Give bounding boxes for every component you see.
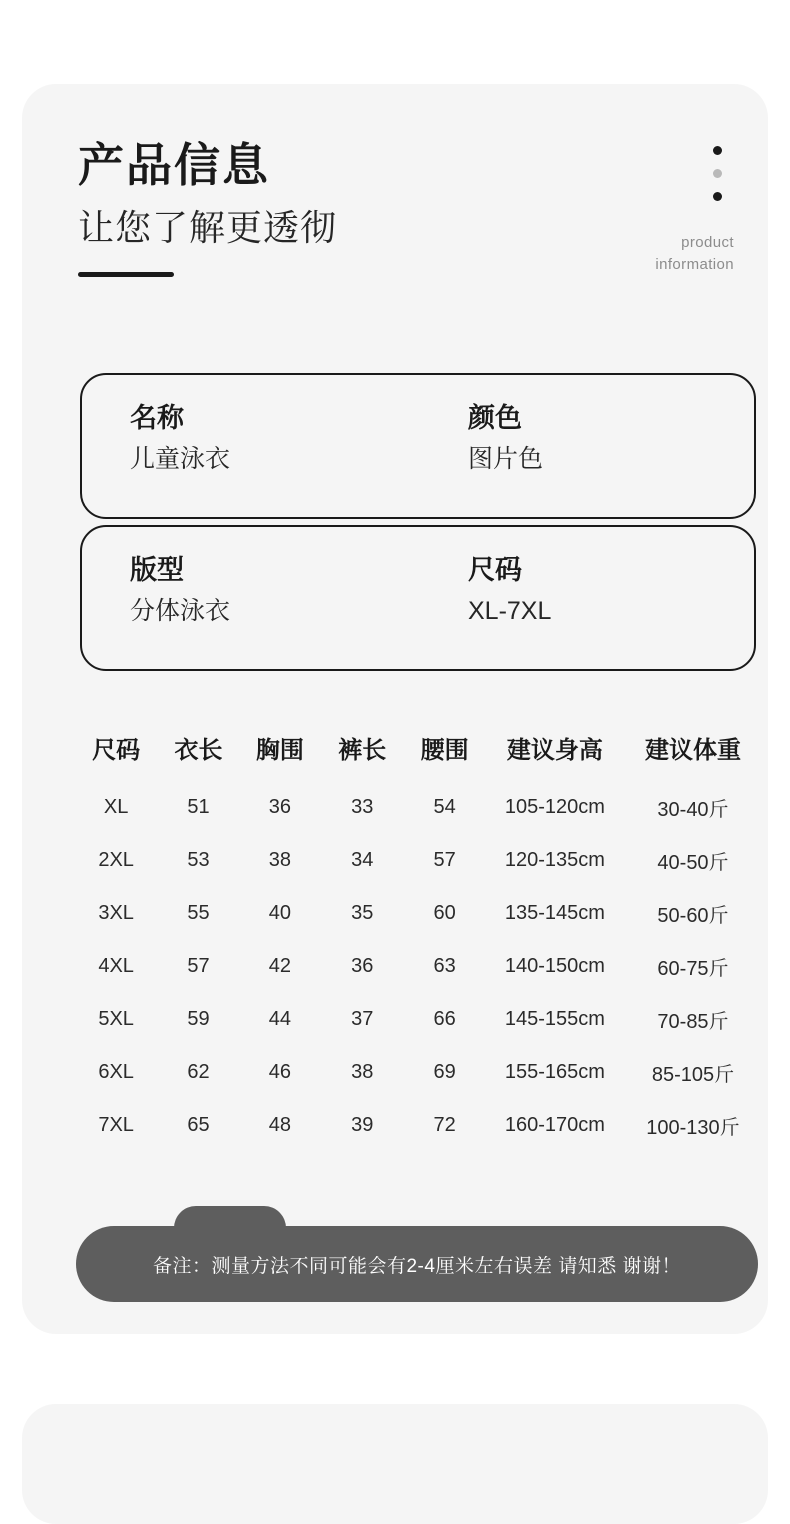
size-table (74, 722, 762, 1152)
info-value: XL-7XL (468, 597, 552, 626)
table-cell: 62 (187, 1061, 210, 1083)
table-row (74, 781, 762, 834)
table-cell: 66 (433, 1008, 456, 1030)
english-caption (655, 232, 734, 276)
note-text: 备注：测量方法不同可能会有2-4厘米左右误差 请知悉 谢谢！ (152, 1255, 682, 1277)
dot-icon (713, 169, 722, 178)
info-cell-size (468, 555, 551, 626)
info-value: 儿童泳衣 (130, 445, 231, 474)
table-cell: 46 (268, 1061, 292, 1083)
table-cell: 60 (433, 902, 456, 924)
table-cell: 51 (187, 796, 210, 818)
table-cell: 6XL (98, 1061, 134, 1083)
table-cell: 40 (268, 902, 292, 924)
page-subtitle: 让您了解更透彻 (78, 207, 338, 248)
table-header-cell: 裤长 (338, 737, 387, 764)
table-cell: 36 (351, 955, 374, 977)
info-label: 尺码 (468, 555, 522, 585)
table-cell: 57 (433, 849, 456, 871)
table-cell: 50-60斤 (657, 905, 729, 927)
size-table-head (74, 722, 762, 781)
english-caption-line1: product (681, 234, 734, 251)
table-header-row (74, 722, 762, 781)
table-cell: 155-165cm (504, 1061, 605, 1083)
table-cell: 38 (268, 849, 292, 871)
table-header-cell: 建议体重 (644, 737, 741, 764)
info-cell-color (468, 403, 543, 474)
table-header-cell: 胸围 (255, 737, 304, 764)
info-label: 名称 (130, 403, 184, 433)
table-cell: 33 (351, 796, 374, 818)
info-cell-style (130, 555, 230, 626)
table-cell: 70-85斤 (657, 1011, 729, 1033)
info-label: 颜色 (468, 403, 522, 433)
table-cell: 145-155cm (504, 1008, 605, 1030)
info-box-style-size (80, 525, 756, 671)
table-cell: 57 (187, 955, 210, 977)
table-cell: 60-75斤 (657, 958, 729, 980)
table-cell: 160-170cm (504, 1114, 605, 1136)
table-cell: 40-50斤 (657, 852, 729, 874)
size-table-wrapper (74, 722, 762, 1152)
table-cell: 59 (187, 1008, 210, 1030)
table-cell: 65 (187, 1114, 210, 1136)
table-cell: 140-150cm (504, 955, 605, 977)
dot-decoration (713, 146, 722, 201)
table-cell: 72 (433, 1114, 456, 1136)
table-cell: 34 (351, 849, 374, 871)
table-cell: 35 (351, 902, 374, 924)
table-header-cell: 建议身高 (506, 737, 603, 764)
page-header (78, 139, 338, 277)
table-row (74, 993, 762, 1046)
product-info-card (22, 84, 768, 1334)
table-cell: 53 (187, 849, 210, 871)
info-value: 分体泳衣 (130, 597, 231, 626)
info-cell-name (130, 403, 230, 474)
table-row (74, 1046, 762, 1099)
table-cell: 30-40斤 (657, 799, 729, 821)
table-header-cell: 尺码 (92, 737, 141, 764)
table-cell: 38 (351, 1061, 374, 1083)
table-cell: 44 (268, 1008, 292, 1030)
table-cell: 85-105斤 (651, 1064, 735, 1086)
table-cell: 3XL (98, 902, 134, 924)
table-cell: 48 (268, 1114, 292, 1136)
table-cell: 36 (268, 796, 292, 818)
table-row (74, 940, 762, 993)
table-cell: 100-130斤 (646, 1117, 740, 1139)
page-title: 产品信息 (78, 139, 270, 191)
english-caption-line2: information (655, 255, 734, 273)
table-cell: 42 (268, 955, 292, 977)
info-value: 图片色 (468, 445, 544, 474)
title-underline-divider (78, 272, 174, 277)
table-cell: 39 (351, 1114, 374, 1136)
table-row (74, 1099, 762, 1152)
info-box-name-color (80, 373, 756, 519)
table-cell: 69 (433, 1061, 456, 1083)
note-banner (76, 1226, 758, 1302)
table-cell: 4XL (98, 955, 134, 977)
table-row (74, 887, 762, 940)
dot-icon (713, 192, 722, 201)
next-section-card (22, 1404, 768, 1524)
table-cell: 63 (433, 955, 456, 977)
dot-icon (713, 146, 722, 155)
table-cell: 7XL (98, 1114, 134, 1136)
size-table-body (74, 781, 762, 1152)
info-label: 版型 (130, 555, 184, 585)
table-cell: 5XL (98, 1008, 134, 1030)
table-header-cell: 衣长 (174, 737, 223, 764)
table-cell: 135-145cm (504, 902, 605, 924)
table-header-cell: 腰围 (420, 737, 469, 764)
table-cell: 120-135cm (504, 849, 605, 871)
table-row (74, 834, 762, 887)
table-cell: 37 (351, 1008, 374, 1030)
table-cell: 55 (187, 902, 210, 924)
table-cell: 54 (433, 796, 456, 818)
table-cell: 2XL (98, 849, 134, 871)
table-cell: XL (103, 796, 129, 818)
table-cell: 105-120cm (504, 796, 605, 818)
